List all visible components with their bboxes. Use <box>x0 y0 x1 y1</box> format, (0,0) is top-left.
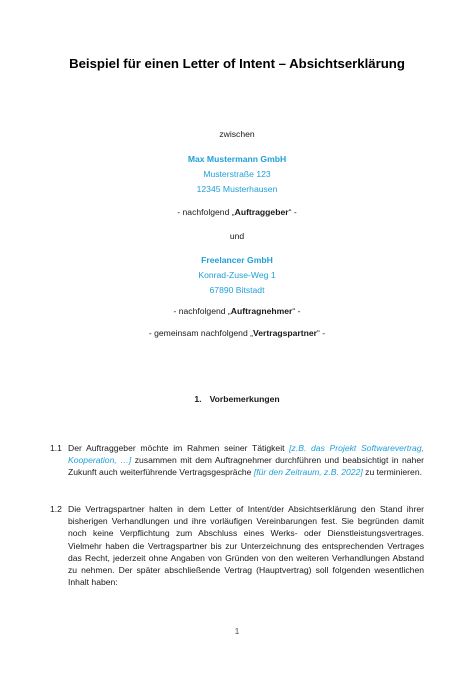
paragraph-1-1-text-c: zu terminieren. <box>362 467 422 478</box>
party2-city: 67890 Bitstadt <box>209 285 265 295</box>
between-label: zwischen <box>219 129 255 139</box>
party1-role: Auftraggeber <box>234 207 289 217</box>
party1-name: Max Mustermann GmbH <box>187 154 287 164</box>
paragraph-1-2-number: 1.2 <box>50 504 62 514</box>
paragraph-1-2 <box>50 503 424 588</box>
party1-role-suffix: “ - <box>288 207 297 217</box>
and-label: und <box>229 231 245 241</box>
party1-block <box>0 152 474 197</box>
party1-role-line <box>0 205 474 220</box>
party2-street: Konrad-Zuse-Weg 1 <box>198 270 276 280</box>
joint-role-prefix: - gemeinsam nachfolgend „ <box>148 328 253 338</box>
party1-street: Musterstraße 123 <box>203 169 271 179</box>
party2-role: Auftragnehmer <box>230 306 293 316</box>
party2-block <box>0 253 474 298</box>
paragraph-1-1-text-a: Der Auftraggeber möchte im Rahmen seiner Tätigkeit <box>68 443 290 453</box>
paragraph-1-2-text: Die Vertragspartner halten in dem Letter of Intent/der Absichtserklärung den Stand ihrer bisherigen Verhandlungen und ihre vorläufigen Vereinbarungen fest. Sie begründen damit noch keine Verpflichtung zum Abschluss eines Werks- oder Dienstleistungsvertrages. Vielmehr haben die Vertragspartner bis zur Unterzeichnung des entsprechenden Vertrages das Recht, jederzeit ohne Angaben von Gründen von den weiteren Verhandlungen Abstand zu nehmen. Der später abschließende Vertrag (Hauptvertrag) soll folgenden wesentlichen Inhalt haben: <box>68 504 424 588</box>
party2-role-line <box>0 304 474 319</box>
party1-city: 12345 Musterhausen <box>196 184 278 194</box>
section-number: 1. <box>194 394 202 404</box>
party2-role-suffix: “ - <box>292 306 301 316</box>
joint-role-line <box>0 326 474 341</box>
paragraph-1-1-text <box>68 442 424 479</box>
paragraph-1-1-text-b: zusammen mit dem Auftragnehmer durchführen und beabsichtigt in naher Zukunft auch weiterführende Vertragsgespräche <box>68 455 424 478</box>
party2-name: Freelancer GmbH <box>201 255 273 265</box>
placeholder-project: [z.B. das Projekt Softwarevertrag, Kooperation, …] <box>68 443 425 466</box>
section-heading <box>0 394 474 404</box>
placeholder-period: [für den Zeitraum, z.B. 2022] <box>253 467 363 478</box>
joint-role-suffix: “ - <box>317 328 326 338</box>
party1-role-prefix: - nachfolgend „ <box>177 207 235 217</box>
page-number: 1 <box>234 626 240 636</box>
paragraph-1-1 <box>50 442 424 479</box>
section-title: Vorbemerkungen <box>209 394 280 404</box>
document-title: Beispiel für einen Letter of Intent – Absichtserklärung <box>69 56 405 71</box>
party2-role-prefix: - nachfolgend „ <box>173 306 231 316</box>
joint-role: Vertragspartner <box>253 328 318 338</box>
paragraph-1-1-number: 1.1 <box>50 443 62 453</box>
